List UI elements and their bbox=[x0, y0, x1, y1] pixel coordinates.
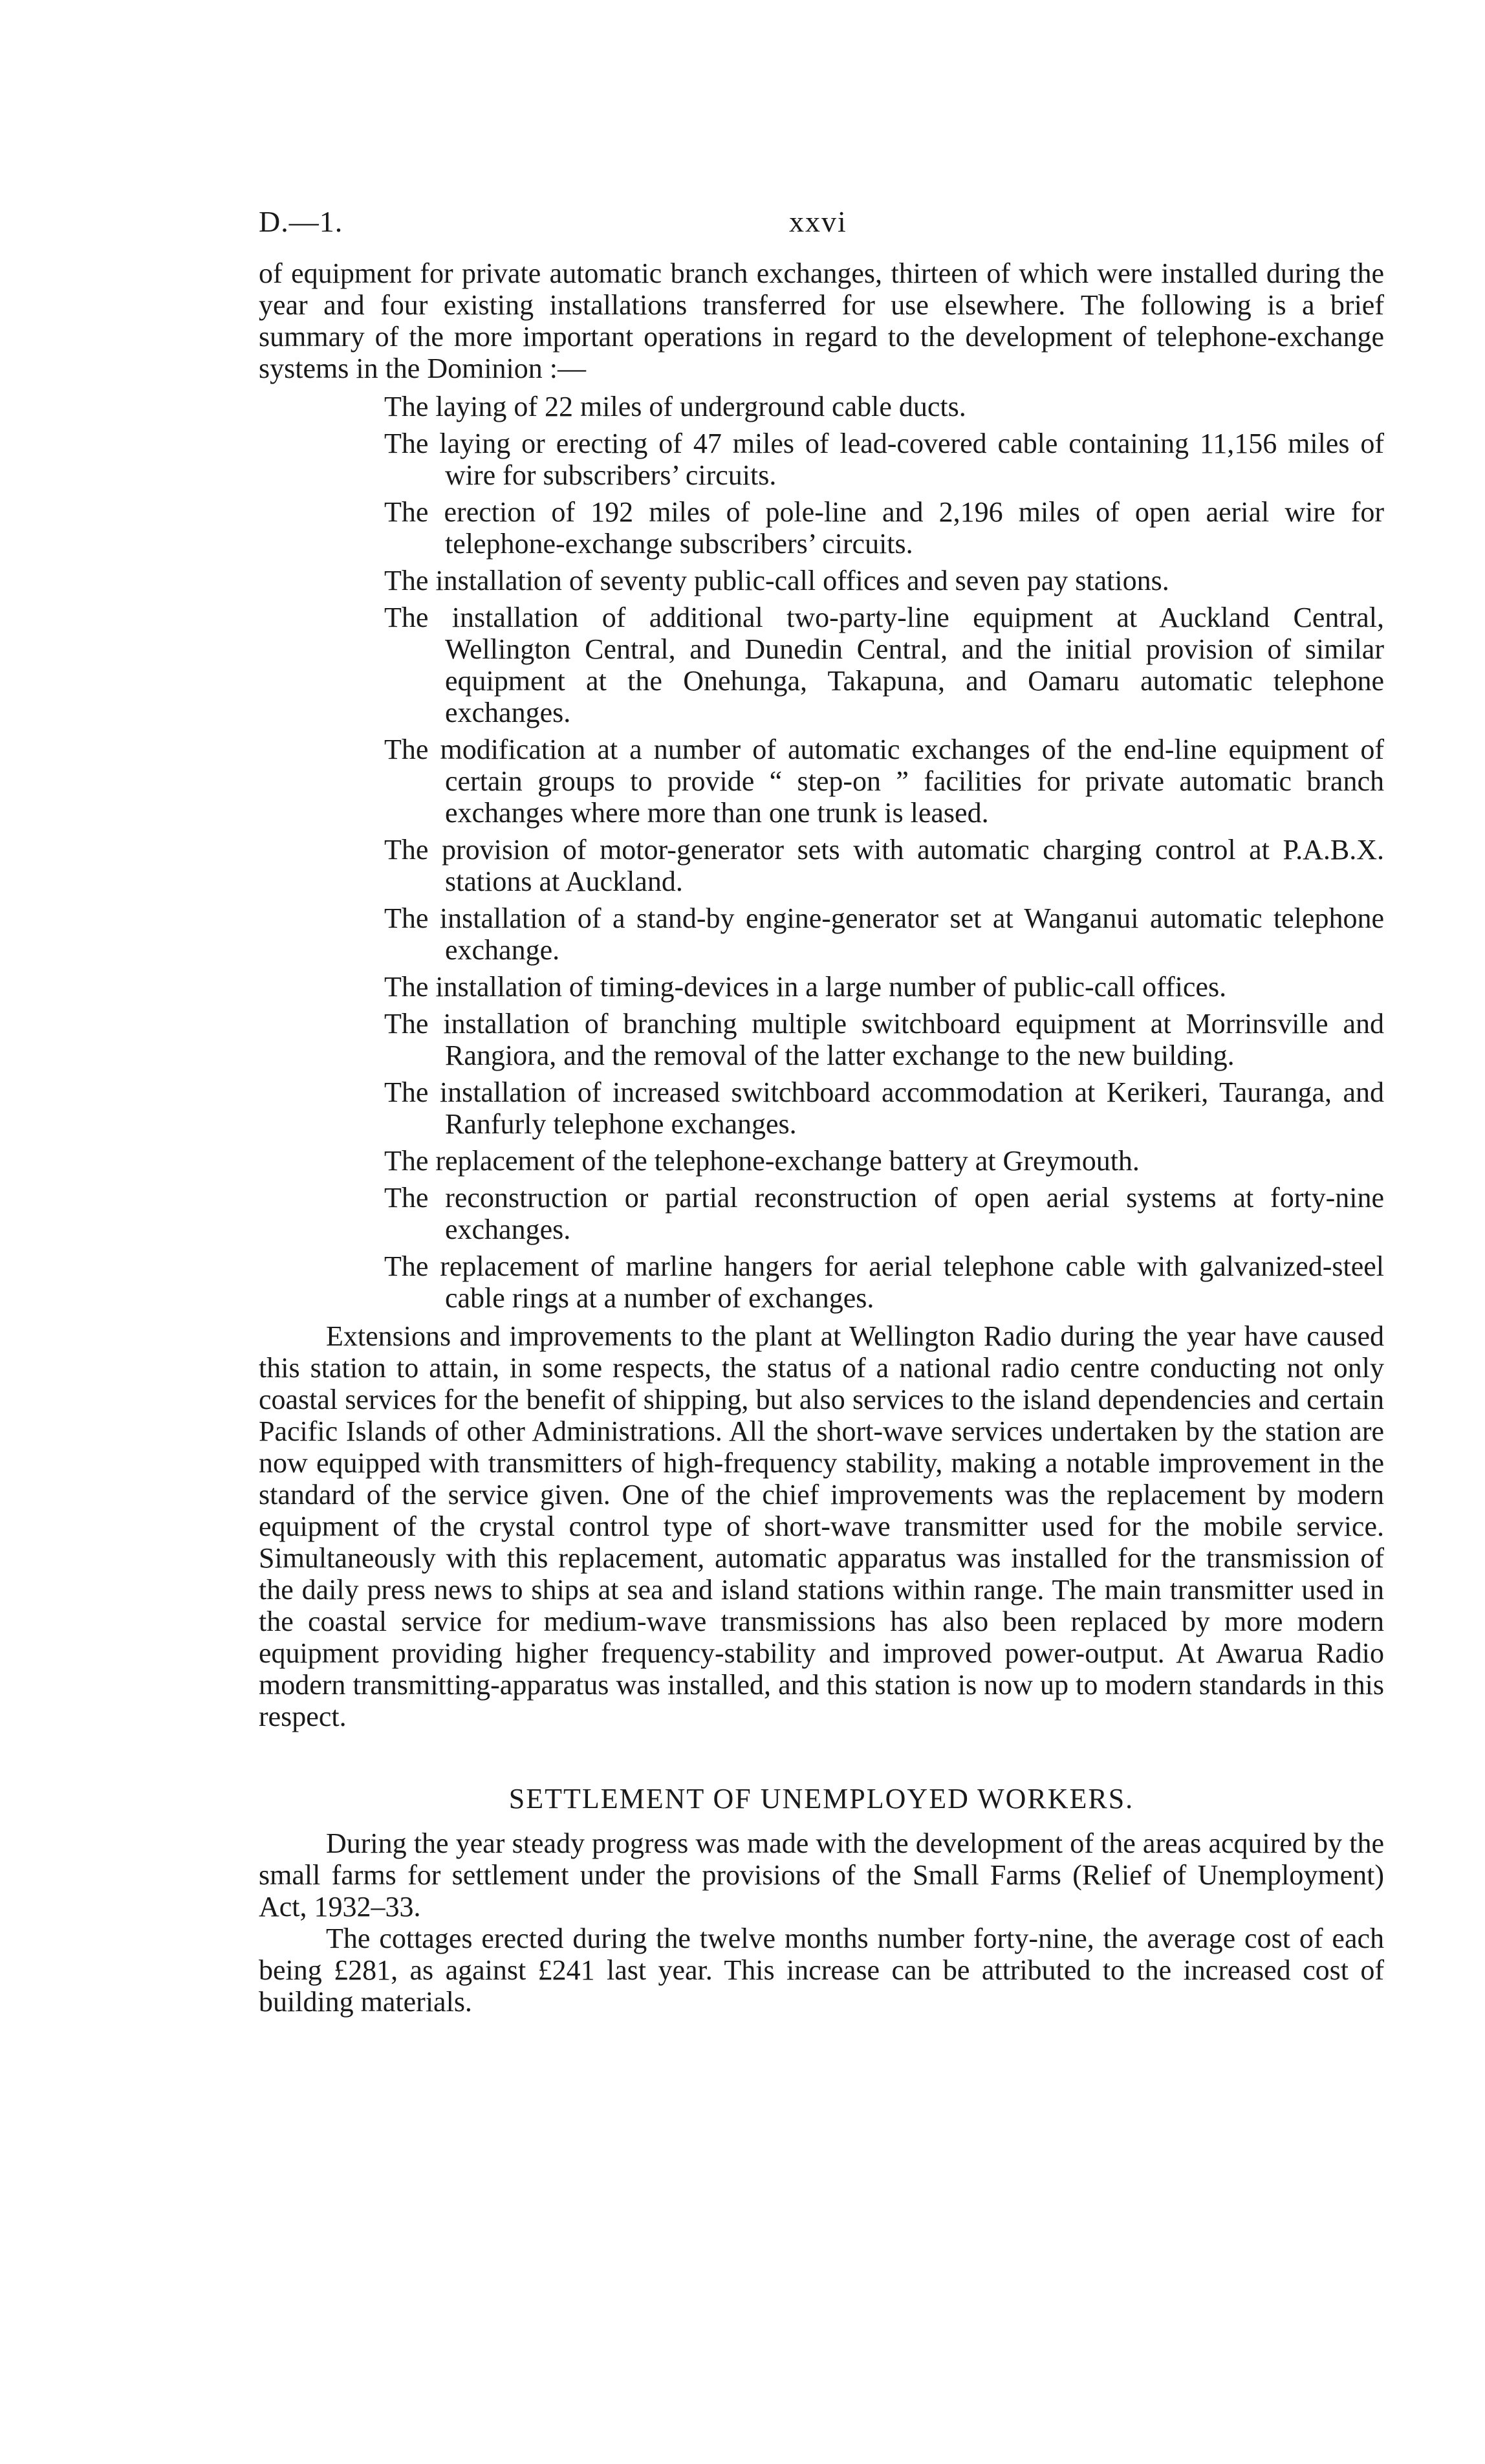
radio-paragraph: Extensions and improvements to the plant at Wellington Radio during the year have caused this station to attain, in some respects, the status of a national radio centre conducting not only coastal services for the benefit of shipping, but also services to the island dependencies and certain Pacific Islands of other Administrations. All the short-wave services undertaken by the station are now equipped with transmitters of high-frequency stability, making a notable improvement in the standard of the service given. One of the chief improvements was the replacement by modern equipment of the crystal control type of short-wave transmitter used for the mobile service. Simultaneously with this replacement, automatic apparatus was installed for the transmission of the daily press news to ships at sea and island stations within range. The main transmitter used in the coastal service for medium-wave transmissions has also been replaced by more modern equipment providing higher frequency-stability and improved power-output. At Awarua Radio modern transmitting-apparatus was installed, and this station is now up to modern standards in this respect. bbox=[259, 1320, 1384, 1732]
document-reference: D.—1. bbox=[259, 205, 343, 238]
running-head bbox=[259, 206, 1384, 245]
list-item: The laying or erecting of 47 miles of lead-covered cable containing 11,156 miles of wire for subscribers’ circuits. bbox=[384, 428, 1384, 491]
list-item: The provision of motor-generator sets with automatic charging control at P.A.B.X. stations at Auckland. bbox=[384, 834, 1384, 897]
list-item: The replacement of marline hangers for aerial telephone cable with galvanized-steel cable rings at a number of exchanges. bbox=[384, 1250, 1384, 1314]
intro-paragraph: of equipment for private automatic branch exchanges, thirteen of which were installed during the year and four existing installations transferred for use elsewhere. The following is a brief summary of the more important operations in regard to the development of telephone-exchange systems in the Dominion :— bbox=[259, 257, 1384, 384]
list-item: The modification at a number of automatic exchanges of the end-line equipment of certain groups to provide “ step-on ” facilities for private automatic branch exchanges where more than one trunk is leased. bbox=[384, 734, 1384, 829]
list-item: The replacement of the telephone-exchange battery at Greymouth. bbox=[384, 1145, 1140, 1177]
cottages-paragraph: The cottages erected during the twelve months number forty-nine, the average cost of each being £281, as against £241 last year. This increase can be attributed to the increased cost of building materials. bbox=[259, 1923, 1384, 2018]
list-item: The installation of seventy public-call offices and seven pay stations. bbox=[384, 565, 1169, 596]
section-heading: SETTLEMENT OF UNEMPLOYED WORKERS. bbox=[508, 1783, 1134, 1815]
list-item: The reconstruction or partial reconstruction of open aerial systems at forty-nine exchanges. bbox=[384, 1182, 1384, 1245]
list-item: The installation of timing-devices in a large number of public-call offices. bbox=[384, 971, 1227, 1003]
list-item: The installation of additional two-party-line equipment at Auckland Central, Wellington Central, and Dunedin Central, and the initial provision of similar equipment at the Onehunga, Takapuna, and Oamaru automatic telephone exchanges. bbox=[384, 602, 1384, 728]
document-page bbox=[259, 206, 1384, 2018]
list-item: The installation of increased switchboard accommodation at Kerikeri, Tauranga, and Ranfurly telephone exchanges. bbox=[384, 1076, 1384, 1140]
operations-list bbox=[259, 391, 1384, 1314]
list-item: The installation of a stand-by engine-generator set at Wanganui automatic telephone exchange. bbox=[384, 902, 1384, 966]
list-item: The erection of 192 miles of pole-line and 2,196 miles of open aerial wire for telephone-exchange subscribers’ circuits. bbox=[384, 496, 1384, 560]
page-number: xxvi bbox=[789, 205, 847, 238]
settlement-paragraph: During the year steady progress was made with the development of the areas acquired by the small farms for settlement under the provisions of the Small Farms (Relief of Unemployment) Act, 1932–33. bbox=[259, 1827, 1384, 1923]
list-item: The installation of branching multiple switchboard equipment at Morrinsville and Rangiora, and the removal of the latter exchange to the new building. bbox=[384, 1008, 1384, 1071]
list-item: The laying of 22 miles of underground cable ducts. bbox=[384, 391, 966, 422]
